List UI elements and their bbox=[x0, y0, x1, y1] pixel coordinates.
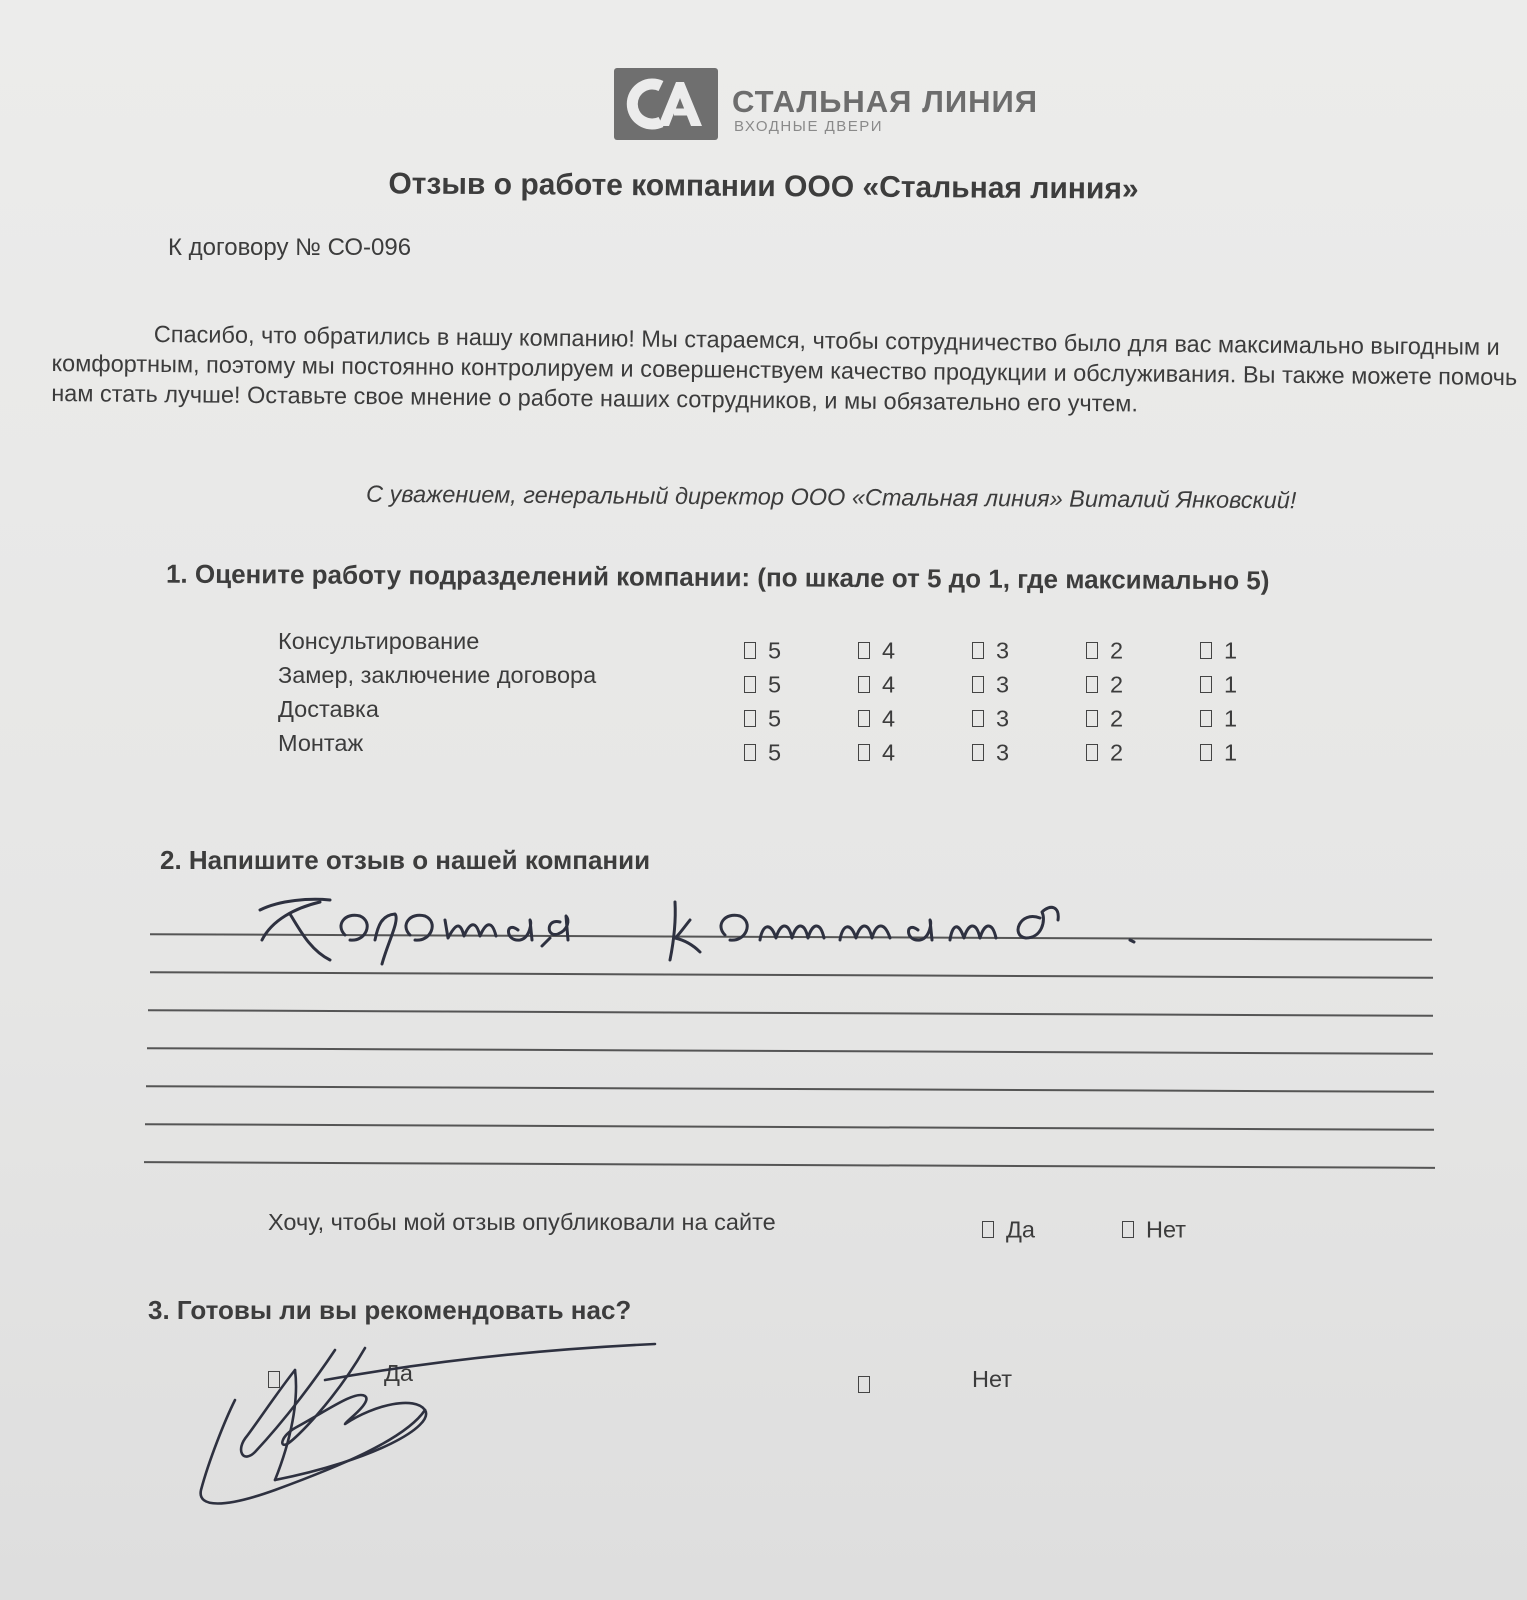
checkbox[interactable] bbox=[1200, 642, 1212, 659]
checkbox[interactable] bbox=[858, 642, 870, 659]
checkbox[interactable] bbox=[1200, 710, 1212, 727]
checkbox[interactable] bbox=[858, 710, 870, 727]
rating-label: Консультирование bbox=[278, 628, 480, 654]
question-1-title: 1. Оцените работу подразделений компании: (по шкале от 5 до 1, где максимально 5) bbox=[165, 558, 1270, 596]
checkbox[interactable] bbox=[1122, 1221, 1134, 1238]
checkbox[interactable] bbox=[1200, 676, 1212, 693]
rating-option-5[interactable]: 5 bbox=[744, 670, 781, 698]
rating-option-5[interactable]: 5 bbox=[744, 704, 781, 732]
rating-label: Доставка bbox=[278, 696, 379, 722]
writing-line bbox=[146, 1085, 1434, 1093]
writing-line bbox=[147, 1047, 1433, 1055]
checkbox[interactable] bbox=[972, 744, 984, 761]
rating-label: Монтаж bbox=[278, 730, 364, 756]
checkbox[interactable] bbox=[1086, 642, 1098, 659]
recommend-yes-label: Да bbox=[384, 1360, 413, 1386]
rating-option-3[interactable]: 3 bbox=[972, 704, 1009, 732]
checkbox[interactable] bbox=[1086, 744, 1098, 761]
recommend-no-label: Нет bbox=[972, 1366, 1013, 1392]
rating-option-1[interactable]: 1 bbox=[1200, 670, 1237, 698]
writing-line bbox=[144, 1161, 1435, 1169]
checkbox[interactable] bbox=[972, 642, 984, 659]
checkbox[interactable] bbox=[972, 676, 984, 693]
writing-line bbox=[145, 1123, 1434, 1131]
publish-consent-label: Хочу, чтобы мой отзыв опубликовали на сайте bbox=[268, 1209, 776, 1235]
handwritten-signature bbox=[195, 1340, 675, 1555]
document-title: Отзыв о работе компании ООО «Стальная линия» bbox=[388, 167, 1139, 206]
rating-option-1[interactable]: 1 bbox=[1200, 738, 1237, 766]
checkbox[interactable] bbox=[858, 1376, 870, 1393]
checkbox[interactable] bbox=[982, 1221, 994, 1238]
checkbox[interactable] bbox=[1200, 744, 1212, 761]
rating-option-4[interactable]: 4 bbox=[858, 636, 895, 664]
checkbox[interactable] bbox=[858, 744, 870, 761]
publish-yes-option[interactable]: Да bbox=[982, 1215, 1035, 1243]
handwritten-review bbox=[250, 880, 1170, 975]
checkbox[interactable] bbox=[1086, 710, 1098, 727]
logo-mark-icon bbox=[614, 68, 718, 140]
checkbox[interactable] bbox=[858, 676, 870, 693]
intro-paragraph: Спасибо, что обратились в нашу компанию! Мы стараемся, чтобы сотрудничество было для вас максимально выгодным и комфортным, поэтому мы постоянно контролируем и совершенствуем качество продукции и обслуживания. Вы также можете помочь нам стать лучше! Оставьте свое мнение о работе наших сотрудников, и мы обязательно его учтем. bbox=[51, 320, 1518, 417]
rating-option-3[interactable]: 3 bbox=[972, 738, 1009, 766]
rating-option-4[interactable]: 4 bbox=[858, 704, 895, 732]
logo-subtitle: ВХОДНЫЕ ДВЕРИ bbox=[734, 118, 884, 135]
checkbox[interactable] bbox=[1086, 676, 1098, 693]
rating-option-2[interactable]: 2 bbox=[1086, 704, 1123, 732]
rating-option-2[interactable]: 2 bbox=[1086, 738, 1123, 766]
checkbox[interactable] bbox=[972, 710, 984, 727]
rating-option-4[interactable]: 4 bbox=[858, 670, 895, 698]
rating-option-4[interactable]: 4 bbox=[858, 738, 895, 766]
question-2-title: 2. Напишите отзыв о нашей компании bbox=[160, 845, 651, 875]
checkbox[interactable] bbox=[744, 676, 756, 693]
recommend-no-checkbox[interactable] bbox=[858, 1370, 882, 1397]
publish-no-option[interactable]: Нет bbox=[1122, 1215, 1186, 1243]
rating-label: Замер, заключение договора bbox=[278, 662, 597, 688]
rating-option-1[interactable]: 1 bbox=[1200, 704, 1237, 732]
rating-option-5[interactable]: 5 bbox=[744, 636, 781, 664]
rating-option-2[interactable]: 2 bbox=[1086, 636, 1123, 664]
rating-option-2[interactable]: 2 bbox=[1086, 670, 1123, 698]
writing-line bbox=[148, 1009, 1433, 1017]
intro-text bbox=[51, 318, 1522, 422]
question-3-title: 3. Готовы ли вы рекомендовать нас? bbox=[148, 1295, 632, 1325]
checkbox[interactable] bbox=[744, 744, 756, 761]
logo-name: СТАЛЬНАЯ ЛИНИЯ bbox=[732, 84, 1039, 119]
rating-option-3[interactable]: 3 bbox=[972, 636, 1009, 664]
director-signoff: С уважением, генеральный директор ООО «Стальная линия» Виталий Янковский! bbox=[365, 480, 1297, 514]
checkbox[interactable] bbox=[744, 710, 756, 727]
contract-number: К договору № СО-096 bbox=[168, 234, 412, 261]
checkbox[interactable] bbox=[744, 642, 756, 659]
rating-option-1[interactable]: 1 bbox=[1200, 636, 1237, 664]
rating-option-5[interactable]: 5 bbox=[744, 738, 781, 766]
rating-option-3[interactable]: 3 bbox=[972, 670, 1009, 698]
